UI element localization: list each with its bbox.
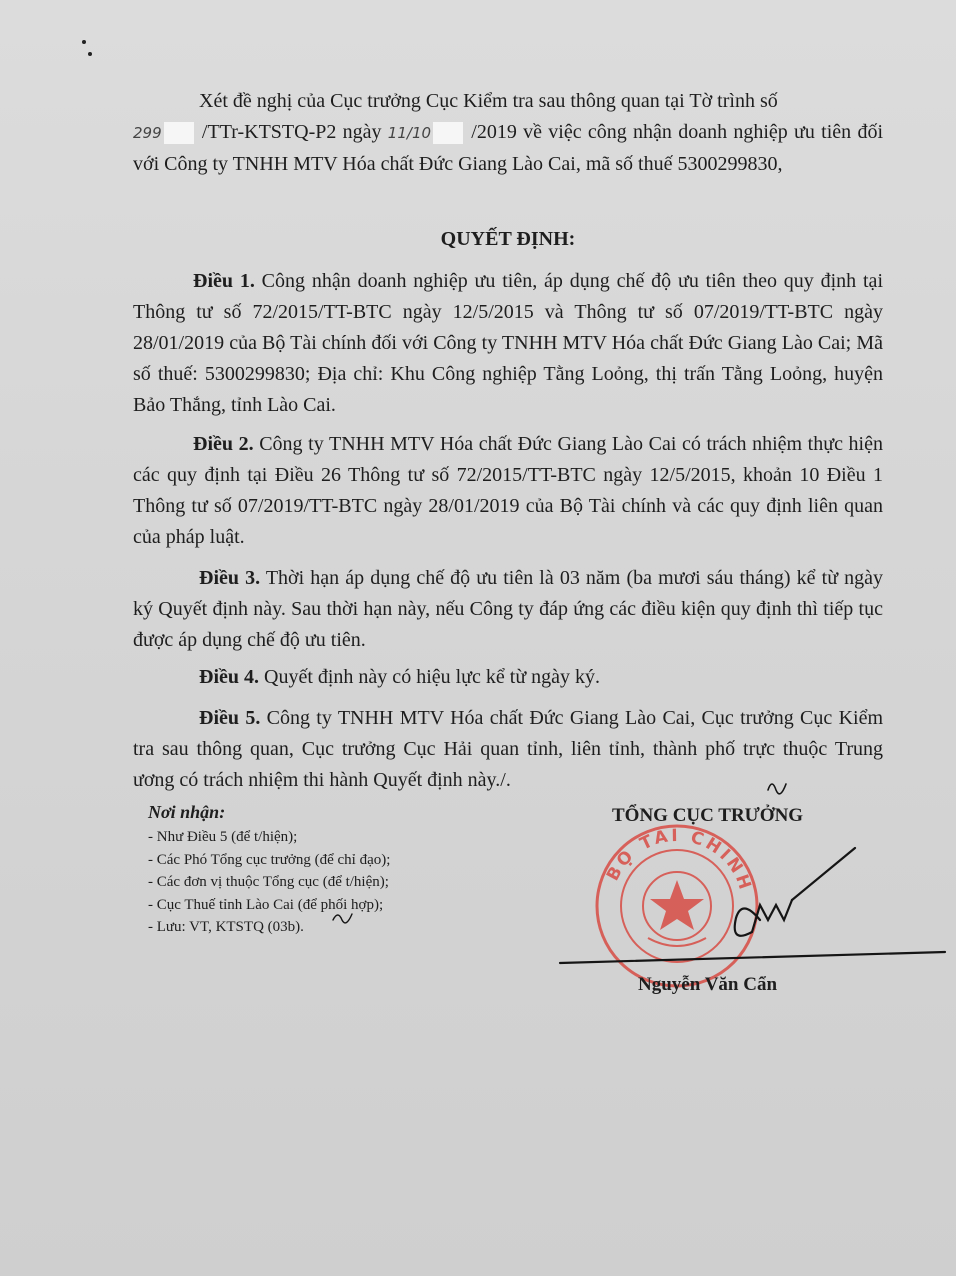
recipient-item: - Lưu: VT, KTSTQ (03b). (148, 919, 304, 935)
article-label: Điều 1. (193, 270, 255, 292)
article-text: Công ty TNHH MTV Hóa chất Đức Giang Lào Cai có trách nhiệm thực hiện các quy định tại Điều 26 Thông tư số 72/2015/TT-BTC ngày 12/5/2015, khoản 10 Điều 1 Thông tư số 07/2019/TT-BTC ngày 28/01/2019 của Bộ Tài chính và các quy định liên quan của pháp luật. (133, 433, 883, 548)
article-label: Điều 5. (199, 707, 261, 729)
article-text: Thời hạn áp dụng chế độ ưu tiên là 03 năm (ba mươi sáu tháng) kể từ ngày ký Quyết định này. Sau thời hạn này, nếu Công ty đáp ứng các điều kiện quy định thì tiếp tục được áp dụng chế độ ưu tiên. (133, 567, 884, 651)
intro-text-3: /2019 về việc công nhận doanh nghiệp ưu tiên đối với Công ty TNHH MTV Hóa chất Đức Giang Lào Cai, mã số thuế 5300299830, (133, 121, 884, 175)
document-number-handwritten: 299 (133, 124, 162, 142)
recipient-item: - Các Phó Tổng cục trưởng (để chỉ đạo); (148, 851, 391, 868)
intro-text-2: /TTr-KTSTQ-P2 ngày (195, 121, 388, 143)
article-text: Công nhận doanh nghiệp ưu tiên, áp dụng chế độ ưu tiên theo quy định tại Thông tư số 72/2015/TT-BTC ngày 12/5/2015 và Thông tư số 07/2019/TT-BTC ngày 28/01/2019 của Bộ Tài chính đối với Công ty TNHH MTV Hóa chất Đức Giang Lào Cai; Mã số thuế: 5300299830; Địa chỉ: Khu Công nghiệp Tằng Loỏng, thị trấn Tằng Loỏng, huyện Bảo Thắng, tỉnh Lào Cai. (133, 270, 883, 416)
recipient-item: - Cục Thuế tỉnh Lào Cai (để phối hợp); (148, 896, 384, 913)
article-label: Điều 2. (193, 433, 254, 455)
recipients-heading: Nơi nhận: (148, 802, 226, 822)
seal-text: BỘ TÀI CHÍNH (602, 825, 756, 895)
signer-name: Nguyễn Văn Cẩn (638, 974, 778, 995)
article-text: Công ty TNHH MTV Hóa chất Đức Giang Lào Cai, Cục trưởng Cục Kiểm tra sau thông quan, Cục trưởng Cục Hải quan tỉnh, liên tỉnh, thành phố trực thuộc Trung ương có trách nhiệm thi hành Quyết định này./. (133, 707, 884, 791)
handwritten-signature (333, 784, 945, 963)
recipient-item: - Các đơn vị thuộc Tổng cục (để t/hiện); (148, 874, 389, 890)
intro-text-1: Xét đề nghị của Cục trưởng Cục Kiểm tra sau thông quan tại Tờ trình số (199, 90, 778, 112)
recipient-item: - Như Điều 5 (để t/hiện); (148, 829, 298, 845)
document-date-handwritten: 11/10 (387, 124, 432, 142)
decision-title: QUYẾT ĐỊNH: (440, 228, 576, 250)
signer-title: TỔNG CỤC TRƯỞNG (612, 805, 804, 826)
article-label: Điều 4. (199, 666, 259, 688)
article-text: Quyết định này có hiệu lực kể từ ngày ký. (259, 666, 601, 688)
article-label: Điều 3. (199, 567, 261, 589)
